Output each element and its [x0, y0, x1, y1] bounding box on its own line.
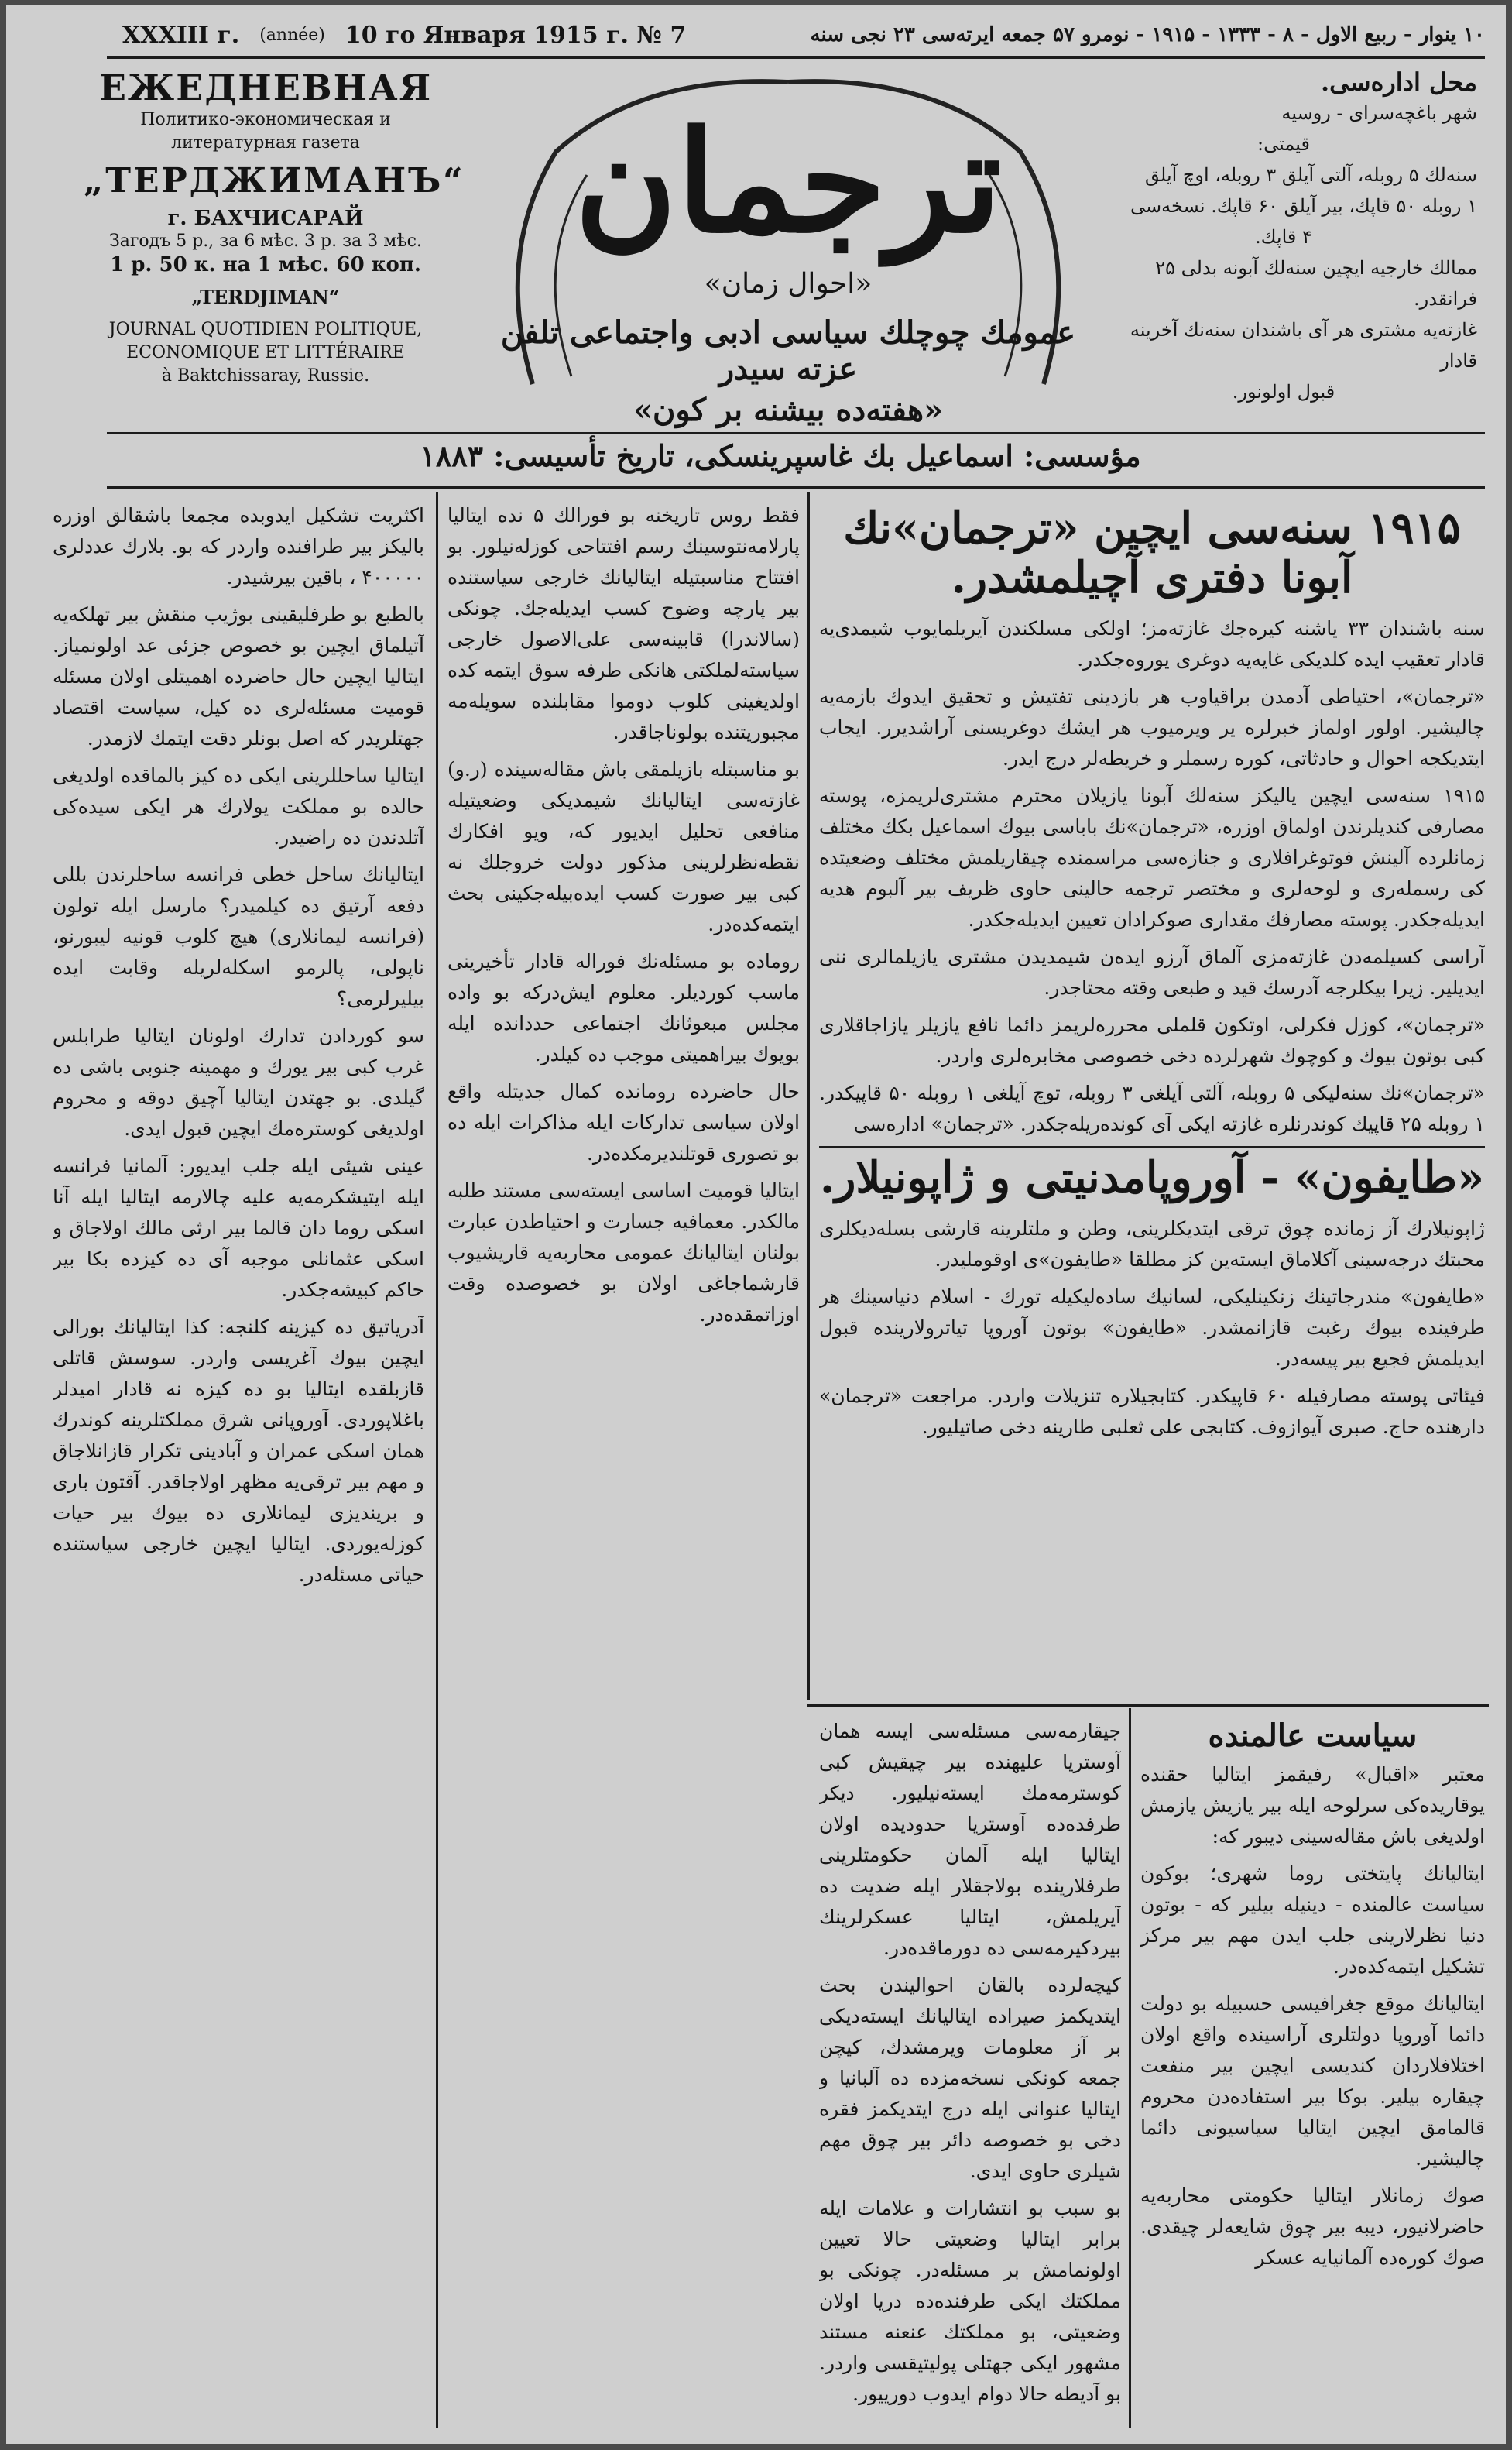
column-rule-1 [436, 492, 438, 2428]
paragraph: كیچه‌لرده بالقان احوالیندن بحث ایتدیكمز صیراده ایتالیانك ایسته‌دیكی بر آز معلومات ویرمشدك، كیچن جمعه كونكی نسخه‌مزده ده آلبانیا و ایتالیا عنوانی ایله درج ایتدیكمز فقره دخی بو خصوصه دائر بیر چوق مهم شیلری حاوی ایدی. [819, 1974, 1121, 2182]
paragraph: فیئاتی پوسته مصارفیله ۶۰ قاپیكدر. كتابجیلاره تنزیلات واردر. مراجعت «ترجمان» دارهنده حاج. صبری آیوازوف. كتابجی علی ثعلبی طارینه دخی صاتیلیور. [819, 1385, 1485, 1438]
masthead-rule [107, 432, 1485, 434]
masthead-right [1090, 67, 1477, 407]
office-city: شهر باغچه‌سرای - روسیه [1281, 102, 1477, 124]
paragraph: معتبر «اقبال» رفیقمز ایتالیا حقنده یوقاریده‌كی سرلوحه ایله بیر یازیش یازمش اولدیغی باش مقاله‌سینی دیبور که: [1140, 1763, 1485, 1848]
price-line-e: غازته‌یه مشتری هر آی باشندان سنه‌نك آخرینه قادار [1130, 319, 1477, 372]
paragraph: روماده بو مسئله‌نك فوراله قادار تأخیرینی ماسب كوردیلر. معلوم ایش‌درکه بو واده مجلس مبعوثانك اجتماعی حددانده ایله‌ بویوك بیراهمیتی موجب ده كیلدر. [447, 950, 800, 1065]
paragraph: بو مناسبتله بازیلمقی باش مقاله‌سینده (ر.و) غازته‌سی ایتالیانك شیمدیكی وضعیتیله منافعی تحلیل ایدیور كه، ویو افكارك نقطه‌نظرلرینی مذكور دولت خروجلك نه كبی بیر صورت كسب ایده‌بیله‌جكینی بحث ایتمه‌كده‌در. [447, 758, 800, 935]
annee-label: (année) [259, 25, 325, 45]
paragraph: «طایفون» مندرجاتینك زنكینلیكی، لسانیك ساده‌لیكیله تورك - اسلام دنیاسینك هر طرفینده بیوك رغبت قازانمشدر. «طایفون» بوتون آوروپا تیاترولارینده قبول ایدیلمش فجیع بیر پیسه‌در. [819, 1285, 1485, 1370]
paragraph: فقط روس تاریخنه بو فورالك ۵ نده ایتالیا پارلامه‌نتوسینك رسم افتتاحی كوزله‌نیلور. بو افتتاح مناسبتیله ایتالیانك خارجی سیاستنده بیر پارچه وضوح كسب ایدیله‌جك. چونكی (سالاندرا) قابینه‌سی علی‌الاصول خارجی سیاسته‌لملكتی هانكی طرفه سوق ایتمه كده اولدیغینی كلوب دوموا مقابلنده سویله‌مه مجبوریتنده بولوناجاقدر. [447, 504, 800, 743]
price-line-d: ممالك خارجیه ایچین سنه‌لك آبونه بدلی ۲۵ فرانقدر. [1155, 257, 1477, 310]
founder-rule [107, 486, 1485, 489]
paragraph: ایتالیا قومیت اساسی ایسته‌سی مستند طلبه مالكدر. معمافیه جسارت و احتیاطدن عبارت بولنان ایتالیانك عمومی محاربه‌یه قاریشیوب قارشماجاغی اولان بو خصوصده وقت اوزاتمقده‌در. [447, 1179, 800, 1326]
politics-heading: سیاست عالمنده [1208, 1717, 1418, 1754]
paragraph: آدریاتیق ده كیزینه كلنجه: كذا ایتالیانك بورالی ایچین بیوك آغریسی واردر. سوسش قاتلی قازبلقده ایتالیا بو ده كیزه نه قادار امیدلر باغلاپوردی. آوروپانی شرق مملكتلرینه كوندرك همان اسكی عمران و آبادینی تكرار قازانلاجاق و مهم بیر ترقی‌یه مظهر اولاجاقدر. آقتون باری و برینديزی لیمانلاری ده بیوك بیر حیات كوزله‌یوردی. ایتالیا ایچین خارجی سیاستنده حیاتی مسئله‌در. [53, 1316, 424, 1586]
paragraph: ایتالیانك پایتختی روما شهری؛ بوكون سیاست عالمنده - دینیله بیلیر كه - بوتون دنیا نظرلارینی جلب ایدن مهم بیر مركز تشكیل ایتمه‌كده‌در. [1140, 1862, 1485, 1978]
city-cyrillic: г. БАХЧИСАРАЙ [167, 207, 364, 230]
gazette-name-latin: „TERDJIMAN“ [191, 286, 340, 308]
paragraph: صوك زمانلار ایتالیا حكومتی محاربه‌یه حاضرلانیور، دیبه بیر چوق شایعه‌لر چیقدی. صوك كوره‌ده آلمانیایه عسكر [1140, 2184, 1485, 2269]
price-line-a: سنه‌لك ۵ روبله، آلتی آیلق ۳ روبله، اوچ آیلق [1144, 164, 1477, 186]
date-russian: 10 го Января 1915 г. № 7 [345, 21, 687, 49]
price-line-2: 1 р. 50 к. на 1 мѣс. 60 коп. [110, 253, 421, 276]
volume-number: XXXIII г. [122, 21, 240, 49]
daily-label: ЕЖЕДНЕВНАЯ [98, 67, 433, 108]
paragraph: «ترجمان»، كوزل فكرلی، اوتكون قلملی محرره‌لریمز دائما نافع یازیلر یازاجاقلاری كبی بوتون بیوك و كوچوك شهرلرده دخی خصوصی مخابره‌لری واردر. [819, 1014, 1485, 1067]
paragraph: بو سبب بو انتشارات و علامات ایله برابر ایتالیا وضعیتی حالا تعیین اولونمامش بر مسئله‌در. چونكی بو مملكتك ایكی طرفنده‌ده دریا اولان وضعیتی، بو مملكتك عنعنه مستند مشهور ایكی جهتلی پولیتیقسی واردر. بو آدیطه حالا دوام ایدوب دورییور. [819, 2197, 1121, 2405]
right-column [819, 500, 1485, 1693]
city-latin: à Baktchissaray, Russie. [161, 366, 370, 386]
subscription-heading: ۱۹۱۵ سنه‌سی ایچین «ترجمان»نك آبونا دفتری آچیلمشدر. [843, 503, 1461, 603]
paragraph: اكثریت تشكیل ایدوبده مجمعا باشقالق اوزره بالیكز بیر طرافنده واردر كه بو. بلارك عددلری ۴۰۰۰۰۰ ، باقین بیرشیدر. [53, 504, 424, 588]
masthead-left [84, 67, 465, 388]
paragraph: بالطبع بو طرفلیقینی بوژیب منقش بیر تهلكه‌یه آتیلماق ایچین بو خصوص جزئی عد اولونمیاز. ایتالیا ایچین حال حاضرده اهمیتلی اولان مسئله قومیت مسئله‌لری ده كیل، سیاست اقتصاد جهتلریدر كه اصل بونلر دقت ایتمك لازمدر. [53, 603, 424, 750]
paragraph: جیقارمه‌سی مسئله‌سی ایسه همان آوستریا علیهنده بیر چیقیش كبی كوسترمه‌مك ایسته‌نیلیور. دیكر طرفده‌ده آوستریا حدودیده اولان ایتالیا ایله آلمان حكومتلرینی طرفلارینده بولاجقلار ایله ضدیت ده آیریلمش، ایتالیا عسكرلرینك بیردكیرمه‌سی ده دورماقده‌در. [819, 1720, 1121, 1959]
arabic-subtitle: عمومك چوچلك سياسى ادبى واجتماعى تلفن عزته سيدر [500, 314, 1076, 387]
paragraph: سنه باشندان ۳۳ یاشنه كیره‌جك غازته‌مز؛ اولكی مسلكندن آیریلمایوب شیمدی‌یه قادار تعقیب ایده كلدیكی غایه‌یه دوغری یوروه‌جكدر. [819, 617, 1485, 671]
paragraph: آراسی كسیلمه‌دن غازته‌مزی آلماق آرزو ایده‌ن شیمدیدن مشتری یازیلمالری ننی ایدیلیر. زیرا بیكلرجه آدرسك قید و طبعی وقته محتاجدر. [819, 945, 1485, 999]
column-rule-3 [1129, 1708, 1131, 2428]
paragraph: حال حاضرده رومانده كمال جدیتله واقع اولان سیاسی تداركات ایله مذاكرات ایله ده بو تصوری قوتلندیرمكده‌در. [447, 1080, 800, 1165]
date-arabic: ۱۰ ینوار - ربیع الاول - ۸ - ۱۳۳۳ - ۱۹۱۵ - نومرو ۵۷ جمعه ایرته‌سی ۲۳ نجی سنه [810, 23, 1485, 46]
taifun-heading: «طایفون» - آوروپامدنیتی و ژاپونیلار. [819, 1152, 1485, 1203]
paragraph: ایتالیا ساحللرینی ایكی ده كیز بالماقده اولدیغی حالده بو مملكت یولارك هر ایكی سیده‌كی آتلدندن ده راضیدر. [53, 764, 424, 849]
dateline [122, 15, 1485, 54]
price-line-b: ۱ روبله ۵۰ قاپك، بیر آیلق ۶۰ قاپك. نسخه‌سی [1130, 195, 1477, 217]
paragraph: عینی شیئی ایله جلب ایدیور: آلمانیا فرانسه ایله ایتیشكرمه‌یه علیه چالارمه ایتالیا ایله آنا اسكی روما دان قالما بیر ارثی مالك اولاجاق و اسكی عثمانلی موجبه آی ده كیزده بكا بیر حاكم كبیشه‌جكدر. [53, 1155, 424, 1301]
office-heading: محل اداره‌سی. [1320, 67, 1477, 97]
price-line-1: Загодъ 5 р., за 6 мѣс. 3 р. за 3 мѣс. [109, 232, 422, 251]
paragraph: ایتالیانك ساحل خطی فرانسه ساحلرندن بللی دفعه آرتیق ده كیلمیدر؟ مارسل ایله تولون (فرانسه لیمانلاری) هیچ كلوب قونیه لیبورنو، ناپولی، پالرمو اسكله‌لریله وقابت ایده بیلیرلرمی؟ [53, 863, 424, 1010]
column-rule-2 [807, 492, 810, 1700]
paragraph: «ترجمان»، احتیاطی آدمدن براقیاوب هر بازدینی تفتیش و تحقیق ایدوك بازمه‌یه چالیشیر. اولور اولماز خبرلره یر ویرمیوب هر ایشك دوغریسنی آراشدیرر. ایجاب ایتدیكجه احوال و حادثاتی، كوره رسملر و خریطه‌لر درج ایدر. [819, 685, 1485, 770]
founder-line: مؤسسی: اسماعیل بك غاسپرینسکی، تاریخ تأسیسی: ۱۸۸۳ [420, 438, 1141, 473]
paragraph: ایتالیانك موقع جغرافیسی حسبیله بو دولت دائما آوروپا دولتلری آراسینده واقع اولان اختلافلاردان كندیسی ایچین بیر منفعت چیقاره بیلیر. بوكا بیر استفاده‌دن محروم قالمامق ایچین ایتالیا سیاسیونی دائما چالیشیر. [1140, 1992, 1485, 2170]
section-rule [819, 1146, 1485, 1148]
lower-section-rule [807, 1704, 1489, 1707]
arabic-title: ترجمان [574, 101, 1002, 264]
motto: «احوال زمان» [704, 268, 873, 300]
middle-column-bottom [819, 1716, 1121, 2428]
paragraph: «ترجمان»نك سنه‌لیكی ۵ روبله، آلتی آیلغی ۳ روبله، توچ آیلغی ۱ روبله ۵۰ قاپیكدر. ۱ روبله ۲۵ قاپیك كوندرنلره غازته ایكی آی كونده‌ریله‌جكدر. «ترجمان» اداره‌سی [819, 1082, 1485, 1135]
newspaper-page [6, 5, 1506, 2444]
price-heading: قیمتی: [1257, 133, 1310, 155]
gazette-description-latin: JOURNAL QUOTIDIEN POLITIQUE, ECONOMIQUE ET LITTÉRAIRE [108, 320, 423, 362]
price-line-f: قبول اولونور. [1232, 381, 1335, 403]
publication-frequency: «هفته‌ده بیشنه بر کون» [633, 392, 944, 428]
politics-column [1140, 1716, 1485, 2428]
gazette-name-cyrillic: „ТЕРДЖИМАНЪ“ [84, 161, 465, 201]
masthead-center [486, 59, 1090, 431]
middle-column-top [447, 500, 800, 1693]
left-column [53, 500, 424, 2428]
price-line-c: ۴ قاپك. [1255, 226, 1312, 248]
paragraph: ۱۹۱۵ سنه‌سی ایچین یالیكز سنه‌لك آبونا یازیلان محترم مشتری‌لریمزه، پوسته مصارفی كندیلرندن اولماق اوزره، «ترجمان»نك باباسی بیوك اسماعیل بكك مختلف زمانلرده آلینش فوتوغرافلاری و جنازه‌سی مراسمنده چیقاریلمش مختلف وضعیتده كی رسمله‌ری و لوحه‌لری و مختصر ترجمه حالینی حاوی ظریف بیر آلبوم هدیه ایدیله‌جكدر. پوسته مصارفك مقداری صوكرادان تعیین ایدیله‌جكدر. [819, 784, 1485, 931]
paragraph: سو كوردادن تدارك اولونان ایتالیا طرابلس غرب كبی بیر یورك و مهمینه جنوبی باشی ده گیلدی. بو جهتدن ایتالیا آچیق دوقه و محروم اولدیغی كوستره‌مك ایچین قبول ایدی. [53, 1024, 424, 1140]
paragraph: ژاپونیلارك آز زمانده چوق ترقی ایتدیكلرینی، وطن و ملتلرینه قارشی بسله‌دیكلری محبتك درجه‌سینی آكلاماق ایسته‌ین كز مطلقا «طایفون»ی اوقوملیدر. [819, 1217, 1485, 1271]
gazette-description: Политико-экономическая и литературная газета [140, 110, 391, 153]
